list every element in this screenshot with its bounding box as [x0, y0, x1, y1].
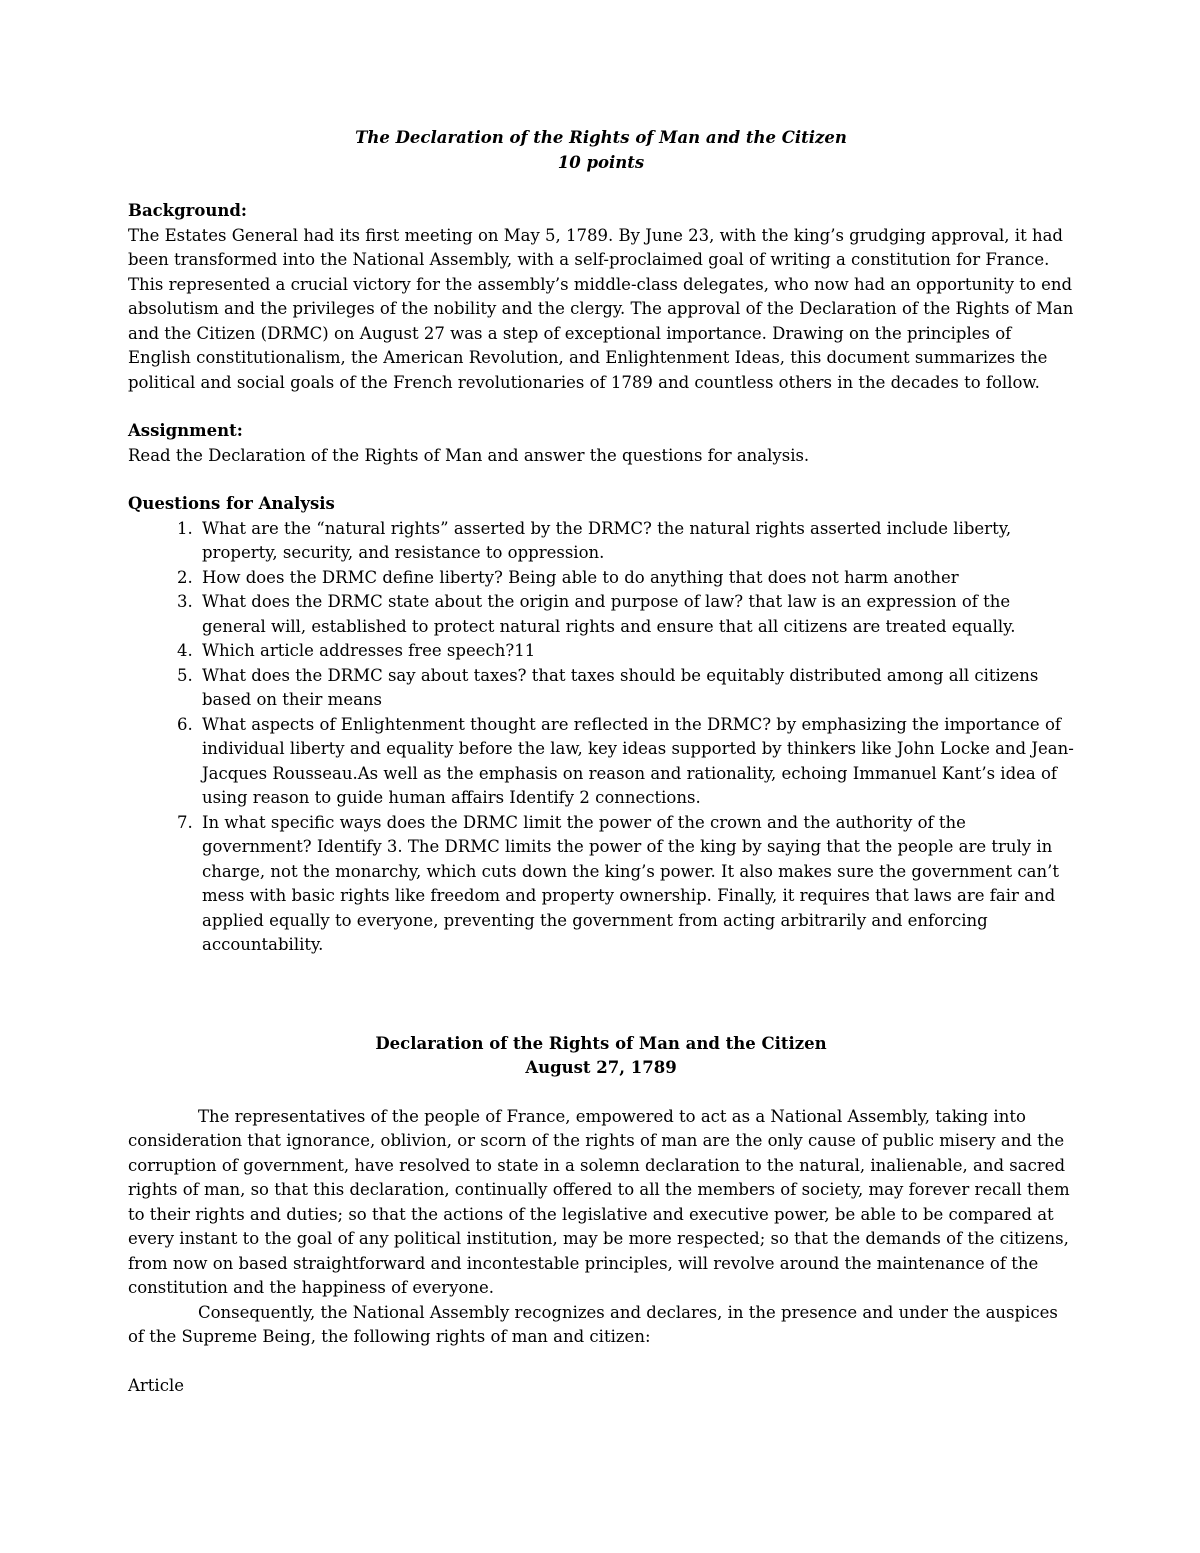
- declaration-paragraph-1: The representatives of the people of France, empowered to act as a National Assembly, taking into consideration that ignorance, oblivion, or scorn of the rights of man are the only cause of public misery and the corruption of government, have resolved to state in a solemn declaration to the natural, inalienable, and sacred rights of man, so that this declaration, continually offered to all the members of society, may forever recall them to their rights and duties; so that the actions of the legislative and executive power, be able to be compared at every instant to the goal of any political institution, may be more respected; so that the demands of the citizens, from now on based straightforward and incontestable principles, will revolve around the maintenance of the constitution and the happiness of everyone.: [128, 1106, 1070, 1297]
- document-page: [128, 126, 1074, 1398]
- question-item: 4. Which article addresses free speech?11: [198, 639, 1074, 664]
- background-text: The Estates General had its first meeting on May 5, 1789. By June 23, with the king’s grudging approval, it had been transformed into the National Assembly, with a self-proclaimed goal of writing a constitution for France. This represented a crucial victory for the assembly’s middle-class delegates, who now had an opportunity to end absolutism and the privileges of the nobility and the clergy. The approval of the Declaration of the Rights of Man and the Citizen (DRMC) on August 27 was a step of exceptional importance. Drawing on the principles of English constitutionalism, the American Revolution, and Enlightenment Ideas, this document summarizes the political and social goals of the French revolutionaries of 1789 and countless others in the decades to follow.: [128, 225, 1074, 392]
- declaration-date: August 27, 1789: [525, 1058, 677, 1077]
- declaration-paragraph-2: Consequently, the National Assembly recognizes and declares, in the presence and under the auspices of the Supreme Being, the following rights of man and citizen:: [128, 1302, 1058, 1346]
- section-spacer: [128, 958, 1074, 1032]
- declaration-title: Declaration of the Rights of Man and the Citizen: [375, 1033, 827, 1053]
- background-heading: Background:: [128, 201, 247, 220]
- assignment-section: [128, 419, 1074, 468]
- question-item: 3. What does the DRMC state about the origin and purpose of law? that law is an expression of the general will, established to protect natural rights and ensure that all citizens are treated equally.: [198, 590, 1074, 639]
- background-section: [128, 199, 1074, 395]
- question-item: 7. In what specific ways does the DRMC limit the power of the crown and the authority of the government? Identify 3. The DRMC limits the power of the king by saying that the people are truly in charge, not the monarchy, which cuts down the king’s power. It also makes sure the government can’t mess with basic rights like freedom and property ownership. Finally, it requires that laws are fair and applied equally to everyone, preventing the government from acting arbitrarily and enforcing accountability.: [198, 811, 1074, 958]
- assignment-text: Read the Declaration of the Rights of Man and answer the questions for analysis.: [128, 445, 810, 465]
- questions-list: [128, 517, 1074, 958]
- question-item: 2. How does the DRMC define liberty? Being able to do anything that does not harm another: [198, 566, 1074, 591]
- questions-heading: Questions for Analysis: [128, 494, 335, 513]
- document-title: The Declaration of the Rights of Man and the Citizen: [355, 128, 847, 147]
- question-item: 5. What does the DRMC say about taxes? that taxes should be equitably distributed among all citizens based on their means: [198, 664, 1074, 713]
- questions-section: [128, 492, 1074, 958]
- question-item: 6. What aspects of Enlightenment thought are reflected in the DRMC? by emphasizing the importance of individual liberty and equality before the law, key ideas supported by thinkers like John Locke and Jean-Jacques Rousseau.As well as the emphasis on reason and rationality, echoing Immanuel Kant’s idea of using reason to guide human affairs Identify 2 connections.: [198, 713, 1074, 811]
- question-item: 1. What are the “natural rights” asserted by the DRMC? the natural rights asserted include liberty, property, security, and resistance to oppression.: [198, 517, 1074, 566]
- article-label: Article: [128, 1375, 184, 1395]
- document-points: 10 points: [557, 152, 645, 172]
- declaration-body: [128, 1105, 1074, 1350]
- assignment-heading: Assignment:: [128, 421, 243, 440]
